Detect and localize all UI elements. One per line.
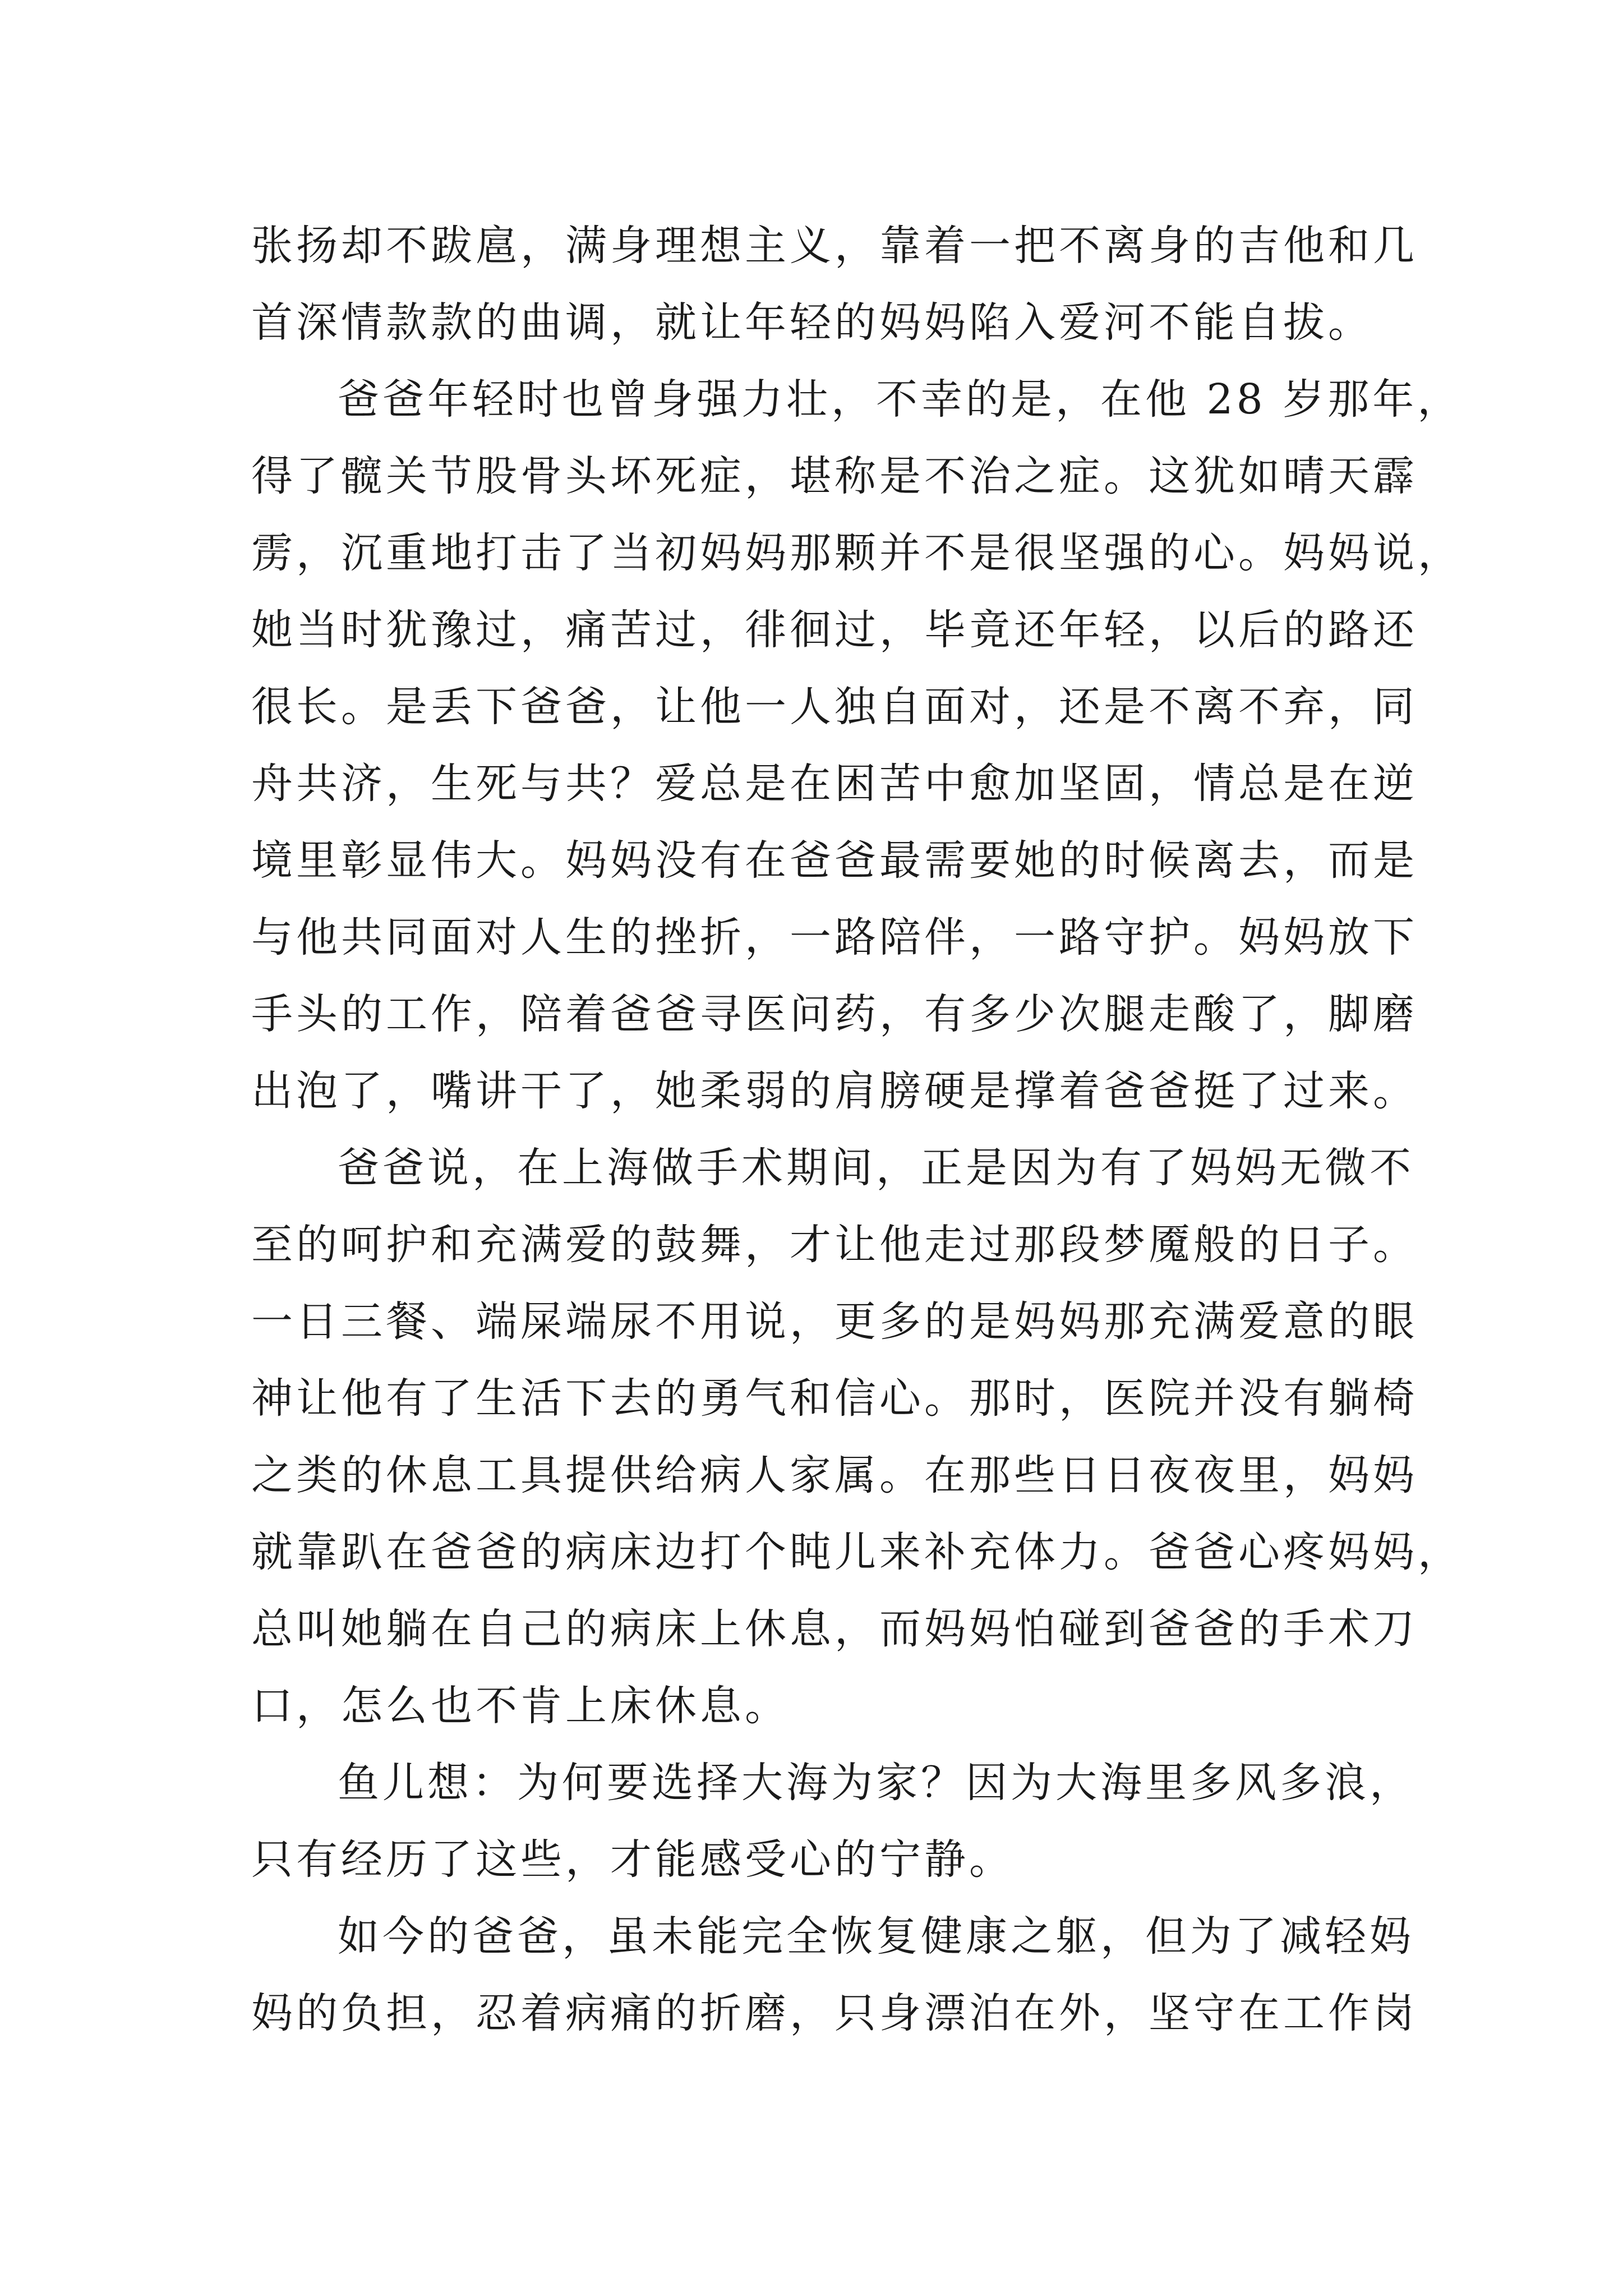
text-line: 就靠趴在爸爸的病床边打个盹儿来补充体力。爸爸心疼妈妈， bbox=[251, 1528, 1463, 1576]
text-line: 之类的休息工具提供给病人家属。在那些日日夜夜里，妈妈 bbox=[251, 1451, 1418, 1499]
text-line: 妈的负担，忍着病痛的折磨，只身漂泊在外，坚守在工作岗 bbox=[251, 1989, 1418, 2037]
text-line: 一日三餐、端屎端尿不用说，更多的是妈妈那充满爱意的眼 bbox=[251, 1297, 1418, 1346]
text-line: 雳，沉重地打击了当初妈妈那颗并不是很坚强的心。妈妈说， bbox=[251, 529, 1463, 577]
text-line: 神让他有了生活下去的勇气和信心。那时，医院并没有躺椅 bbox=[251, 1374, 1418, 1423]
text-line: 爸爸说，在上海做手术期间，正是因为有了妈妈无微不 bbox=[338, 1144, 1414, 1192]
text-line: 张扬却不跋扈，满身理想主义，靠着一把不离身的吉他和几 bbox=[251, 222, 1418, 270]
text-line: 她当时犹豫过，痛苦过，徘徊过，毕竟还年轻，以后的路还 bbox=[251, 606, 1418, 654]
text-line: 首深情款款的曲调，就让年轻的妈妈陷入爱河不能自拔。 bbox=[251, 298, 1373, 347]
text-line: 鱼儿想：为何要选择大海为家？因为大海里多风多浪， bbox=[338, 1759, 1414, 1807]
text-line: 得了髋关节股骨头坏死症，堪称是不治之症。这犹如晴天霹 bbox=[251, 452, 1418, 500]
text-line: 很长。是丢下爸爸，让他一人独自面对，还是不离不弃，同 bbox=[251, 683, 1418, 731]
text-line: 境里彰显伟大。妈妈没有在爸爸最需要她的时候离去，而是 bbox=[251, 836, 1418, 885]
text-line: 只有经历了这些，才能感受心的宁静。 bbox=[251, 1835, 1014, 1884]
text-line: 手头的工作，陪着爸爸寻医问药，有多少次腿走酸了，脚磨 bbox=[251, 990, 1418, 1038]
text-line: 爸爸年轻时也曾身强力壮，不幸的是，在他 28 岁那年， bbox=[338, 375, 1463, 424]
text-line: 与他共同面对人生的挫折，一路陪伴，一路守护。妈妈放下 bbox=[251, 913, 1418, 961]
text-line: 总叫她躺在自己的病床上休息，而妈妈怕碰到爸爸的手术刀 bbox=[251, 1605, 1418, 1653]
text-line: 如今的爸爸，虽未能完全恢复健康之躯，但为了减轻妈 bbox=[338, 1912, 1414, 1961]
text-line: 出泡了，嘴讲干了，她柔弱的肩膀硬是撑着爸爸挺了过来。 bbox=[251, 1067, 1418, 1115]
text-line: 舟共济，生死与共？爱总是在困苦中愈加坚固，情总是在逆 bbox=[251, 760, 1418, 808]
text-line: 口，怎么也不肯上床休息。 bbox=[251, 1682, 790, 1730]
text-line: 至的呵护和充满爱的鼓舞，才让他走过那段梦魇般的日子。 bbox=[251, 1221, 1418, 1269]
